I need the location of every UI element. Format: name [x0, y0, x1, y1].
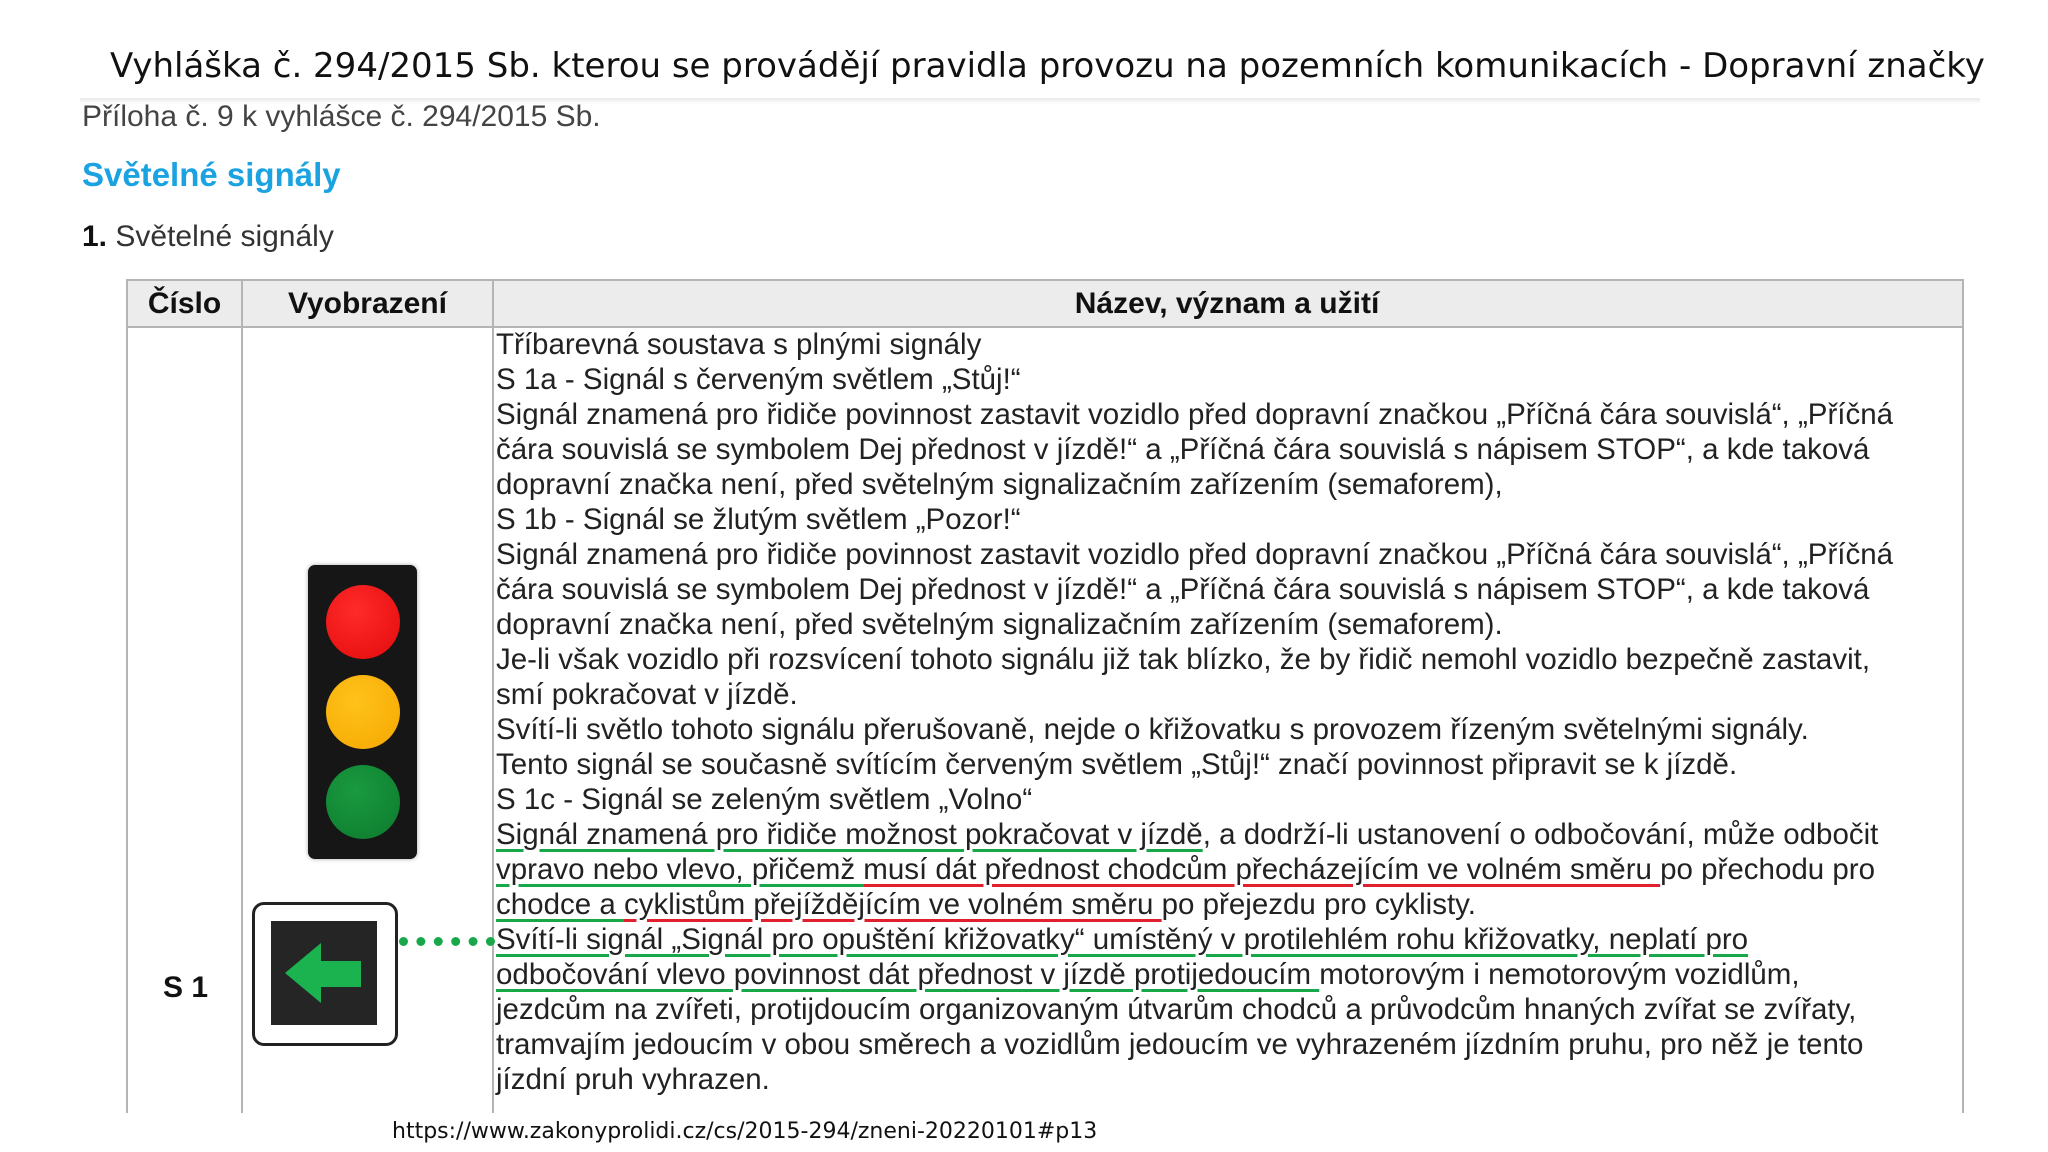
- text-line: Svítí-li světlo tohoto signálu přerušovaně, nejde o křižovatku s provozem řízeným světelnými signály.: [496, 713, 1809, 746]
- traffic-light-icon: [308, 565, 417, 859]
- section-heading: Světelné signály: [82, 156, 341, 193]
- subsection-title: Světelné signály: [115, 220, 334, 253]
- green-underlined-text: odbočování vlevo povinnost dát přednost v jízdě protijedoucím: [496, 958, 1320, 991]
- red-lamp-icon: [326, 585, 400, 659]
- text-line: [496, 957, 1956, 992]
- text-line: čára souvislá se symbolem Dej přednost v jízdě!“ a „Příčná čára souvislá s nápisem STOP“, a kde taková: [496, 573, 1870, 606]
- text-line: jízdní pruh vyhrazen.: [496, 1063, 770, 1096]
- text-line: S 1b - Signál se žlutým světlem „Pozor!“: [496, 503, 1021, 536]
- connector-dots: [399, 937, 495, 946]
- text-line: Signál znamená pro řidiče povinnost zastavit vozidlo před dopravní značkou „Příčná čára souvislá“, „Příčná: [496, 398, 1894, 431]
- header-number: Číslo: [147, 287, 222, 320]
- text-line: [496, 852, 1956, 887]
- text-run: motorovým i nemotorovým vozidlům,: [1319, 958, 1800, 991]
- red-underlined-text: musí dát přednost chodcům přecházejícím ve volném směru: [863, 853, 1661, 886]
- text-line: S 1c - Signál se zeleným světlem „Volno“: [496, 783, 1033, 816]
- text-line: Tříbarevná soustava s plnými signály: [496, 328, 982, 361]
- subsection-number: 1.: [82, 220, 108, 253]
- column-divider: [492, 281, 494, 1113]
- text-line: dopravní značka není, před světelným signalizačním zařízením (semaforem),: [496, 468, 1503, 501]
- text-run: , a dodrží-li ustanovení o odbočování, může odbočit: [1202, 818, 1879, 851]
- green-lamp-icon: [326, 765, 400, 839]
- text-line: Je-li však vozidlo při rozsvícení tohoto signálu již tak blízko, že by řidič nemohl vozidlo bezpečně zastavit,: [496, 643, 1871, 676]
- source-link[interactable]: https://www.zakonyprolidi.cz/cs/2015-294/zneni-20220101#p13: [392, 1119, 1098, 1144]
- header-description: Název, význam a užití: [1074, 287, 1380, 320]
- green-underlined-text: Signál znamená pro řidiče možnost pokračovat v jízdě: [496, 818, 1203, 851]
- green-underlined-text: Svítí-li signál „Signál pro opuštění křižovatky“ umístěný v protilehlém rohu křižovatky, neplatí pro: [496, 923, 1749, 956]
- header-image: Vyobrazení: [288, 287, 447, 320]
- text-line: jezdcům na zvířeti, protijdoucím organizovaným útvarům chodců a průvodcům hnaných zvířat se zvířaty,: [496, 993, 1857, 1026]
- text-line: S 1a - Signál s červeným světlem „Stůj!“: [496, 363, 1021, 396]
- green-underlined-text: chodce a: [496, 888, 624, 921]
- row-number: S 1: [162, 971, 209, 1004]
- text-line: smí pokračovat v jízdě.: [496, 678, 798, 711]
- green-underlined-text: vpravo nebo vlevo, přičemž: [496, 853, 864, 886]
- text-line: čára souvislá se symbolem Dej přednost v jízdě!“ a „Příčná čára souvislá s nápisem STOP“, a kde taková: [496, 433, 1870, 466]
- text-line: tramvajím jedoucím v obou směrech a vozidlům jedoucím ve vyhrazeném jízdním pruhu, pro něž je tento: [496, 1028, 1864, 1061]
- text-line: Signál znamená pro řidiče povinnost zastavit vozidlo před dopravní značkou „Příčná čára souvislá“, „Příčná: [496, 538, 1894, 571]
- text-line: [496, 817, 1956, 852]
- signal-description: [496, 327, 1956, 1097]
- subsection-heading: [82, 220, 334, 254]
- appendix-label: Příloha č. 9 k vyhlášce č. 294/2015 Sb.: [82, 100, 601, 133]
- slide-title: Vyhláška č. 294/2015 Sb. kterou se provádějí pravidla provozu na pozemních komunikacích - Dopravní značky: [110, 46, 1985, 86]
- text-line: [496, 922, 1956, 957]
- red-underlined-text: cyklistům přejíždějícím ve volném směru: [623, 888, 1162, 921]
- green-left-arrow-icon: [255, 905, 395, 1043]
- text-line: dopravní značka není, před světelným signalizačním zařízením (semaforem).: [496, 608, 1503, 641]
- yellow-lamp-icon: [326, 675, 400, 749]
- left-turn-signal: [252, 902, 398, 1046]
- text-run: po přechodu pro: [1660, 853, 1875, 886]
- text-line: Tento signál se současně svítícím červeným světlem „Stůj!“ značí povinnost připravit se k jízdě.: [496, 748, 1738, 781]
- text-run: po přejezdu pro cyklisty.: [1161, 888, 1476, 921]
- text-line: [496, 887, 1956, 922]
